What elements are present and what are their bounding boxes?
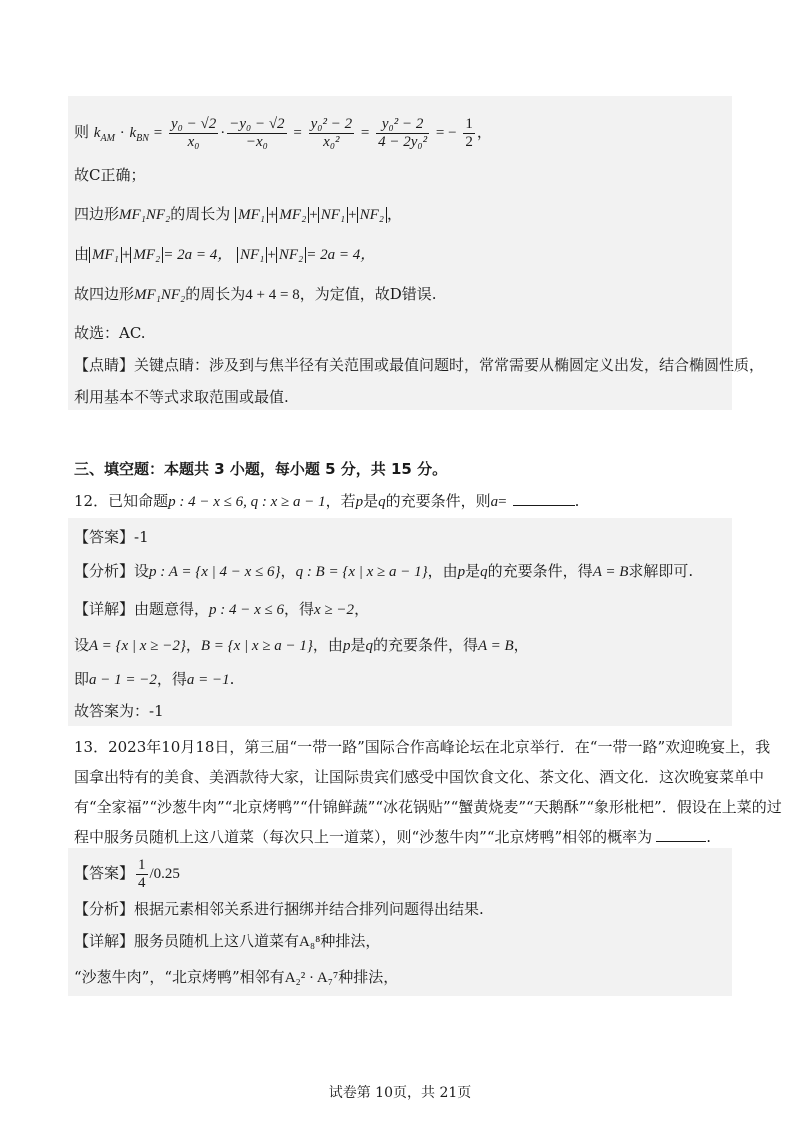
text: ， [185, 636, 201, 654]
answer-blank[interactable] [656, 827, 706, 842]
math: MF₁NF₂ [119, 207, 171, 223]
math: + [348, 207, 357, 223]
text: . [706, 828, 711, 846]
text: 【详解】由题意得， [74, 600, 210, 618]
numerator: y₀ − √2 [170, 115, 217, 132]
text: ， [387, 205, 403, 223]
math: q [480, 564, 488, 580]
text: 即 [74, 670, 90, 688]
key-point-line: 【点睛】关键点睛：涉及到与焦半径有关范围或最值问题时，常常需要从椭圆定义出发，结合椭圆性质， [74, 356, 765, 374]
math: = − [435, 125, 457, 141]
math: · [119, 125, 125, 141]
math: AM [100, 133, 115, 144]
math: + [267, 207, 277, 223]
text: ，为定值，故D错误. [299, 285, 437, 303]
fraction [463, 116, 475, 151]
text: 【答案】 [74, 864, 135, 882]
math: 4 + 4 = 8 [245, 287, 300, 303]
set-line-12 [74, 634, 529, 657]
text: 是 [350, 636, 366, 654]
text: . [229, 670, 235, 688]
text: 求解即可. [628, 562, 694, 580]
denominator: x₀² [323, 133, 340, 150]
slope-product-line [74, 114, 492, 157]
math: A₂² · A₇⁷ [284, 970, 339, 986]
solution-shade-q12 [68, 518, 732, 726]
text: /0.25 [149, 866, 180, 882]
abs-value: MF₁ [89, 247, 122, 263]
text: 【分析】设 [74, 562, 150, 580]
abs-value: NF₂ [276, 247, 306, 263]
text: 由 [74, 245, 90, 263]
math: = [153, 125, 163, 141]
denominator: 4 − 2y₀² [378, 133, 428, 150]
math: p [355, 494, 364, 510]
math: = [498, 494, 507, 510]
abs-value: MF₁ [235, 207, 268, 223]
fraction [136, 857, 148, 892]
text: ，若 [325, 492, 356, 510]
text: . [574, 492, 580, 510]
denominator: 4 [138, 874, 146, 891]
math: a [490, 494, 499, 510]
detail-13 [74, 930, 380, 953]
numerator: y₀² − 2 [310, 115, 353, 132]
fraction [227, 116, 286, 151]
denominator: x₀ [187, 133, 200, 150]
math: = 2a = 4， [306, 247, 376, 263]
abs-value: NF₁ [237, 247, 267, 263]
answer-12: 【答案】-1 [74, 528, 149, 546]
denominator: 2 [465, 133, 473, 150]
math: a = −1 [186, 672, 230, 688]
text: 的充要条件，得 [487, 562, 593, 580]
text: 种排法， [338, 968, 399, 986]
adjacent-line-13 [74, 966, 398, 989]
analysis-12 [74, 560, 693, 583]
text: 故四边形 [74, 285, 135, 303]
math: + [309, 207, 318, 223]
d-wrong-line [74, 283, 437, 306]
math: + [267, 247, 276, 263]
text: 是 [363, 492, 379, 510]
abs-value: NF₂ [357, 207, 387, 223]
question-13-line-4 [74, 826, 711, 848]
text: ，由 [312, 636, 343, 654]
text: 设 [74, 636, 90, 654]
math: = 2a = 4， [163, 247, 233, 263]
perimeter-line [74, 203, 402, 226]
text: 的充要条件，则 [385, 492, 491, 510]
math: k [93, 125, 101, 141]
math: p : A = {x | 4 − x ≤ 6} [149, 564, 281, 580]
math: · [220, 125, 226, 141]
numerator: 1 [465, 115, 473, 132]
math: p : 4 − x ≤ 6 [209, 602, 285, 618]
numerator: 1 [138, 856, 146, 873]
text: 是 [465, 562, 481, 580]
text: 的周长为 [170, 205, 231, 223]
c-correct-line: 故C正确； [74, 166, 146, 184]
math: x ≥ −2 [314, 602, 355, 618]
numerator: y₀² − 2 [376, 116, 429, 134]
math: MF₁NF₂ [134, 287, 186, 303]
math: q [378, 494, 386, 510]
math: k [129, 125, 137, 141]
text: 则 [74, 123, 90, 141]
text: 的周长为 [185, 285, 246, 303]
text: “沙葱牛肉”，“北京烤鸭”相邻有 [74, 968, 285, 986]
math: = [360, 125, 370, 141]
math: BN [136, 133, 149, 144]
abs-value: NF₁ [318, 207, 348, 223]
math: B = {x | x ≥ a − 1} [200, 638, 313, 654]
ellipse-def-line [74, 243, 375, 266]
key-point-line-2: 利用基本不等式求取范围或最值. [74, 388, 289, 406]
fraction [309, 116, 355, 151]
abs-value: MF₂ [130, 247, 163, 263]
math: A = B [592, 564, 629, 580]
math: A = {x | x ≥ −2} [89, 638, 186, 654]
math: q [365, 638, 373, 654]
fraction [169, 116, 218, 151]
solve-line-12 [74, 668, 234, 691]
text: ，得 [284, 600, 315, 618]
final-answer-12: 故答案为：-1 [74, 702, 164, 720]
fraction [376, 116, 429, 151]
text: 的充要条件，得 [372, 636, 478, 654]
math: A₈⁸ [299, 934, 321, 950]
question-12 [74, 490, 579, 513]
math: p : 4 − x ≤ 6, q : x ≥ a − 1 [168, 494, 326, 510]
text: 程中服务员随机上这八道菜（每次只上一道菜），则“沙葱牛肉”“北京烤鸭”相邻的概率为 [74, 828, 653, 846]
analysis-13: 【分析】根据元素相邻关系进行捆绑并结合排列问题得出结果. [74, 900, 484, 918]
question-13-line-1: 13．2023年10月18日，第三届“一带一路”国际合作高峰论坛在北京举行．在“一带一路”欢迎晚宴上，我 [74, 738, 771, 756]
text: 四边形 [74, 205, 120, 223]
math: q : B = {x | x ≥ a − 1} [295, 564, 428, 580]
math: + [121, 247, 131, 263]
math: = [293, 125, 302, 141]
math: p [342, 638, 351, 654]
choice-line: 故选：AC. [74, 324, 146, 342]
text: ，得 [156, 670, 187, 688]
page-footer: 试卷第 10页，共 21页 [328, 1085, 472, 1101]
denominator: −x₀ [245, 133, 268, 150]
text: 12．已知命题 [74, 492, 169, 510]
text: ， [280, 562, 296, 580]
text: ，由 [427, 562, 458, 580]
section-heading: 三、填空题：本题共 3 小题，每小题 5 分，共 15 分。 [74, 460, 448, 478]
math: p [457, 564, 466, 580]
answer-13 [74, 856, 180, 892]
abs-value: MF₂ [276, 207, 309, 223]
math: a − 1 = −2 [89, 672, 157, 688]
text: ， [476, 123, 492, 141]
text: ， [354, 600, 370, 618]
question-13-line-2: 国拿出特有的美食、美酒款待大家，让国际贵宾们感受中国饮食文化、茶文化、酒文化．这次晚宴菜单中 [74, 768, 765, 786]
text: ， [513, 636, 529, 654]
answer-blank[interactable] [513, 491, 575, 506]
numerator: −y₀ − √2 [229, 115, 285, 132]
question-13-line-3: 有“全家福”“沙葱牛肉”“北京烤鸭”“什锦鲜蔬”“冰花锅贴”“蟹黄烧麦”“天鹅酥”“象形枇杷”．假设在上菜的过 [74, 798, 782, 816]
math: A = B [477, 638, 514, 654]
text: 种排法， [320, 932, 381, 950]
detail-12 [74, 598, 369, 621]
text: 【详解】服务员随机上这八道菜有 [74, 932, 300, 950]
